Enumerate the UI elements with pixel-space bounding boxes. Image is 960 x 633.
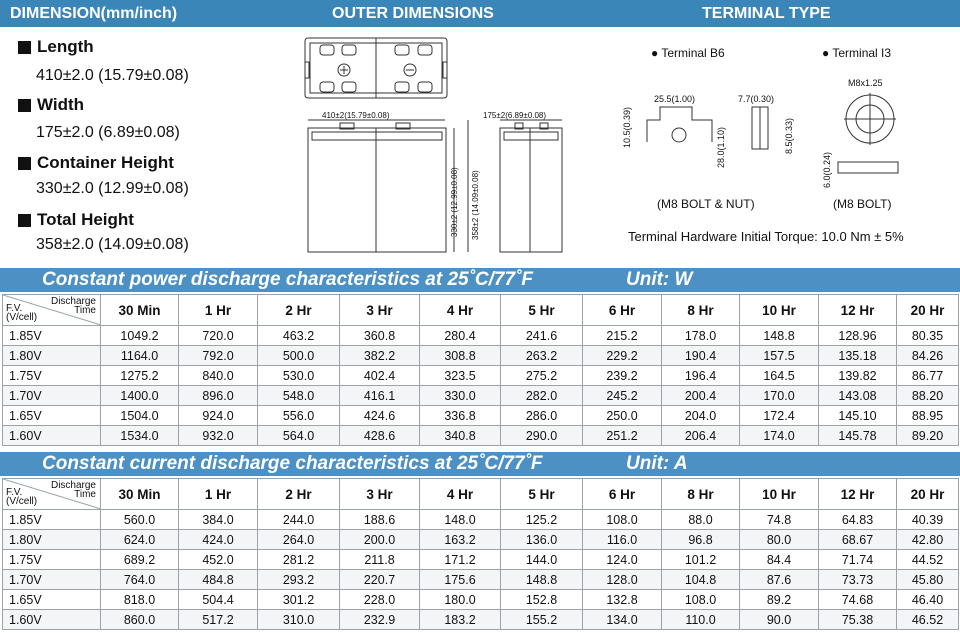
value-cell: 152.8 [501,590,583,610]
table-row [3,510,959,530]
i3-thread-dim: M8x1.25 [848,78,883,88]
value-cell: 110.0 [662,610,740,630]
front-width-label: 410±2(15.79±0.08) [322,111,390,120]
value-cell: 139.82 [819,366,897,386]
final-voltage-cell: 1.60V [3,426,101,446]
value-cell: 128.96 [819,326,897,346]
table-corner-cell [3,479,101,510]
value-cell: 134.0 [583,610,662,630]
value-cell: 530.0 [258,366,340,386]
column-header: 4 Hr [420,295,501,326]
i3-side-dim: 6.0(0.24) [822,151,832,188]
value-cell: 64.83 [819,510,897,530]
bullet-square-icon [18,99,31,112]
value-cell: 84.4 [740,550,819,570]
value-cell: 190.4 [662,346,740,366]
value-cell: 424.6 [340,406,420,426]
column-header: 1 Hr [179,479,258,510]
column-header: 3 Hr [340,295,420,326]
value-cell: 330.0 [420,386,501,406]
table-row [3,550,959,570]
terminal-b6-label: ● Terminal B6 [651,46,725,60]
value-cell: 360.8 [340,326,420,346]
table-header-row [3,295,959,326]
table-row [3,386,959,406]
corner-time-label: Time [74,489,96,500]
terminal-b6-drawing [647,107,768,149]
container-height-value: 330±2.0 (12.99±0.08) [36,180,189,197]
corner-fv-label: F.V. [6,487,23,498]
value-cell: 323.5 [420,366,501,386]
value-cell: 280.4 [420,326,501,346]
table-row [3,366,959,386]
value-cell: 144.0 [501,550,583,570]
final-voltage-cell: 1.85V [3,326,101,346]
value-cell: 157.5 [740,346,819,366]
power-table-unit: Unit: W [626,269,693,290]
value-cell: 245.2 [583,386,662,406]
value-cell: 46.40 [897,590,959,610]
container-height-dim: 330±2 (12.99±0.08) [450,167,459,237]
value-cell: 452.0 [179,550,258,570]
value-cell: 174.0 [740,426,819,446]
value-cell: 163.2 [420,530,501,550]
value-cell: 206.4 [662,426,740,446]
value-cell: 924.0 [179,406,258,426]
corner-vcell-label: (V/cell) [6,312,38,323]
value-cell: 90.0 [740,610,819,630]
value-cell: 148.8 [501,570,583,590]
bullet-square-icon [18,157,31,170]
value-cell: 382.2 [340,346,420,366]
value-cell: 282.0 [501,386,583,406]
value-cell: 148.0 [420,510,501,530]
value-cell: 301.2 [258,590,340,610]
column-header: 4 Hr [420,479,501,510]
value-cell: 164.5 [740,366,819,386]
length-label: Length [18,37,94,57]
value-cell: 484.8 [179,570,258,590]
terminal-i3-label: ● Terminal I3 [822,46,892,60]
value-cell: 44.52 [897,550,959,570]
value-cell: 148.8 [740,326,819,346]
value-cell: 290.0 [501,426,583,446]
value-cell: 86.77 [897,366,959,386]
value-cell: 215.2 [583,326,662,346]
table-row [3,426,959,446]
value-cell: 818.0 [101,590,179,610]
value-cell: 1164.0 [101,346,179,366]
top-header-bar [0,0,960,27]
column-header: 8 Hr [662,295,740,326]
value-cell: 178.0 [662,326,740,346]
column-header: 10 Hr [740,479,819,510]
battery-front-view [308,120,468,252]
value-cell: 416.1 [340,386,420,406]
column-header: 5 Hr [501,295,583,326]
current-discharge-table [2,478,959,630]
table-row [3,346,959,366]
column-header: 2 Hr [258,295,340,326]
value-cell: 402.4 [340,366,420,386]
corner-time-label: Time [74,305,96,316]
battery-top-view [305,38,447,98]
value-cell: 792.0 [179,346,258,366]
corner-discharge-label: Discharge [50,480,96,491]
column-header: 6 Hr [583,479,662,510]
corner-fv-label: F.V. [6,303,23,314]
value-cell: 101.2 [662,550,740,570]
value-cell: 143.08 [819,386,897,406]
value-cell: 308.8 [420,346,501,366]
value-cell: 720.0 [179,326,258,346]
value-cell: 75.38 [819,610,897,630]
total-height-value: 358±2.0 (14.09±0.08) [36,236,189,253]
table-header-row [3,479,959,510]
column-header: 3 Hr [340,479,420,510]
value-cell: 88.95 [897,406,959,426]
value-cell: 1275.2 [101,366,179,386]
value-cell: 68.67 [819,530,897,550]
value-cell: 124.0 [583,550,662,570]
value-cell: 232.9 [340,610,420,630]
value-cell: 71.74 [819,550,897,570]
table-row [3,570,959,590]
value-cell: 241.6 [501,326,583,346]
value-cell: 220.7 [340,570,420,590]
final-voltage-cell: 1.85V [3,510,101,530]
value-cell: 463.2 [258,326,340,346]
current-table-title: Constant current discharge characteristics at 25˚C/77˚F [42,453,543,474]
value-cell: 548.0 [258,386,340,406]
table-row [3,406,959,426]
value-cell: 689.2 [101,550,179,570]
value-cell: 896.0 [179,386,258,406]
dimension-heading: DIMENSION(mm/inch) [10,5,178,22]
b6-caption: (M8 BOLT & NUT) [657,197,755,211]
i3-caption: (M8 BOLT) [833,197,892,211]
value-cell: 384.0 [179,510,258,530]
value-cell: 229.2 [583,346,662,366]
column-header: 2 Hr [258,479,340,510]
value-cell: 87.6 [740,570,819,590]
column-header: 20 Hr [897,295,959,326]
final-voltage-cell: 1.65V [3,590,101,610]
value-cell: 932.0 [179,426,258,446]
bullet-square-icon [18,41,31,54]
column-header: 20 Hr [897,479,959,510]
column-header: 30 Min [101,295,179,326]
value-cell: 132.8 [583,590,662,610]
length-value: 410±2.0 (15.79±0.08) [36,67,189,84]
side-width-label: 175±2(6.89±0.08) [483,111,547,120]
power-table-title-bar [0,268,960,292]
value-cell: 73.73 [819,570,897,590]
power-discharge-table [2,294,959,446]
torque-note: Terminal Hardware Initial Torque: 10.0 Nm ± 5% [628,229,904,244]
value-cell: 764.0 [101,570,179,590]
value-cell: 275.2 [501,366,583,386]
value-cell: 560.0 [101,510,179,530]
value-cell: 116.0 [583,530,662,550]
b6-width-dim: 25.5(1.00) [654,94,696,104]
value-cell: 145.78 [819,426,897,446]
value-cell: 200.0 [340,530,420,550]
value-cell: 1049.2 [101,326,179,346]
column-header: 1 Hr [179,295,258,326]
value-cell: 180.0 [420,590,501,610]
value-cell: 74.68 [819,590,897,610]
power-table-title: Constant power discharge characteristics at 25˚C/77˚F [42,269,533,290]
final-voltage-cell: 1.75V [3,550,101,570]
value-cell: 104.8 [662,570,740,590]
value-cell: 200.4 [662,386,740,406]
value-cell: 860.0 [101,610,179,630]
value-cell: 108.0 [662,590,740,610]
final-voltage-cell: 1.70V [3,386,101,406]
final-voltage-cell: 1.65V [3,406,101,426]
value-cell: 135.18 [819,346,897,366]
value-cell: 1534.0 [101,426,179,446]
final-voltage-cell: 1.60V [3,610,101,630]
bullet-square-icon [18,214,31,227]
corner-discharge-label: Discharge [50,296,96,307]
current-table-title-bar [0,452,960,476]
value-cell: 88.0 [662,510,740,530]
column-header: 10 Hr [740,295,819,326]
terminal-drawing [612,62,952,222]
value-cell: 89.20 [897,426,959,446]
b6-left-dim: 10.5(0.39) [622,106,632,148]
value-cell: 145.10 [819,406,897,426]
value-cell: 500.0 [258,346,340,366]
outer-dimensions-drawing [300,32,600,262]
value-cell: 211.8 [340,550,420,570]
value-cell: 281.2 [258,550,340,570]
value-cell: 175.6 [420,570,501,590]
column-header: 12 Hr [819,295,897,326]
column-header: 5 Hr [501,479,583,510]
value-cell: 624.0 [101,530,179,550]
value-cell: 286.0 [501,406,583,426]
terminal-i3-drawing [838,93,898,173]
value-cell: 46.52 [897,610,959,630]
value-cell: 840.0 [179,366,258,386]
column-header: 12 Hr [819,479,897,510]
final-voltage-cell: 1.75V [3,366,101,386]
value-cell: 136.0 [501,530,583,550]
value-cell: 428.6 [340,426,420,446]
value-cell: 250.0 [583,406,662,426]
value-cell: 45.80 [897,570,959,590]
table-corner-cell [3,295,101,326]
table-row [3,530,959,550]
column-header: 30 Min [101,479,179,510]
value-cell: 264.0 [258,530,340,550]
value-cell: 171.2 [420,550,501,570]
final-voltage-cell: 1.80V [3,530,101,550]
final-voltage-cell: 1.70V [3,570,101,590]
value-cell: 40.39 [897,510,959,530]
b6-height-dim: 28.0(1.10) [716,126,726,168]
value-cell: 1400.0 [101,386,179,406]
table-row [3,610,959,630]
value-cell: 74.8 [740,510,819,530]
value-cell: 251.2 [583,426,662,446]
value-cell: 89.2 [740,590,819,610]
total-height-dim: 358±2 (14.09±0.08) [471,170,480,240]
b6-thickness-dim: 7.7(0.30) [738,94,775,104]
value-cell: 155.2 [501,610,583,630]
table-row [3,326,959,346]
value-cell: 504.4 [179,590,258,610]
value-cell: 80.35 [897,326,959,346]
value-cell: 204.0 [662,406,740,426]
value-cell: 108.0 [583,510,662,530]
value-cell: 96.8 [662,530,740,550]
corner-vcell-label: (V/cell) [6,496,38,507]
table-row [3,590,959,610]
value-cell: 172.4 [740,406,819,426]
value-cell: 196.4 [662,366,740,386]
value-cell: 170.0 [740,386,819,406]
container-height-label: Container Height [18,153,174,173]
width-value: 175±2.0 (6.89±0.08) [36,124,180,141]
value-cell: 336.8 [420,406,501,426]
battery-side-view [500,120,562,252]
value-cell: 1504.0 [101,406,179,426]
value-cell: 564.0 [258,426,340,446]
value-cell: 556.0 [258,406,340,426]
value-cell: 183.2 [420,610,501,630]
outer-dimensions-heading: OUTER DIMENSIONS [332,5,494,22]
value-cell: 424.0 [179,530,258,550]
value-cell: 80.0 [740,530,819,550]
value-cell: 84.26 [897,346,959,366]
value-cell: 263.2 [501,346,583,366]
value-cell: 517.2 [179,610,258,630]
value-cell: 228.0 [340,590,420,610]
width-label: Width [18,95,84,115]
final-voltage-cell: 1.80V [3,346,101,366]
value-cell: 340.8 [420,426,501,446]
value-cell: 239.2 [583,366,662,386]
total-height-label: Total Height [18,210,134,230]
value-cell: 244.0 [258,510,340,530]
b6-right-dim: 8.5(0.33) [784,117,794,154]
terminal-type-heading: TERMINAL TYPE [702,5,831,22]
value-cell: 188.6 [340,510,420,530]
value-cell: 88.20 [897,386,959,406]
column-header: 6 Hr [583,295,662,326]
value-cell: 42.80 [897,530,959,550]
value-cell: 293.2 [258,570,340,590]
value-cell: 310.0 [258,610,340,630]
column-header: 8 Hr [662,479,740,510]
value-cell: 128.0 [583,570,662,590]
current-table-unit: Unit: A [626,453,688,474]
value-cell: 125.2 [501,510,583,530]
